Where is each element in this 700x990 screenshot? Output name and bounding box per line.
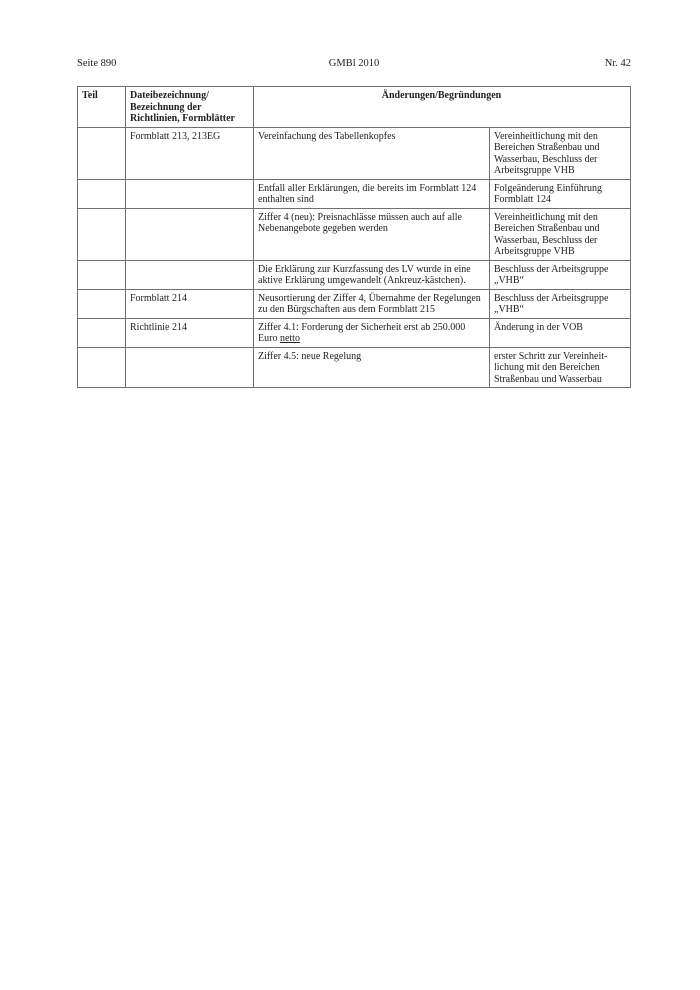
cell-aenderung: Vereinfachung des Tabellenkopfes bbox=[254, 127, 490, 179]
cell-aenderung: Ziffer 4.5: neue Regelung bbox=[254, 347, 490, 388]
cell-aenderung: Entfall aller Erklärungen, die bereits im Formblatt 124 enthalten sind bbox=[254, 179, 490, 208]
changes-table bbox=[77, 86, 631, 388]
table-row bbox=[78, 289, 631, 318]
cell-begruendung: Änderung in der VOB bbox=[490, 318, 631, 347]
cell-datei bbox=[126, 179, 254, 208]
cell-teil bbox=[78, 318, 126, 347]
header-dateibezeichnung: Dateibezeichnung/ Bezeichnung der Richtlinien, Formblätter bbox=[126, 87, 254, 128]
table-row bbox=[78, 127, 631, 179]
publication-title: GMBl 2010 bbox=[328, 58, 380, 69]
cell-teil bbox=[78, 127, 126, 179]
cell-datei bbox=[126, 208, 254, 260]
cell-datei: Formblatt 214 bbox=[126, 289, 254, 318]
page-header bbox=[77, 58, 631, 72]
cell-teil bbox=[78, 347, 126, 388]
issue-number: Nr. 42 bbox=[604, 58, 631, 69]
cell-begruendung: Vereinheitlichung mit den Bereichen Straßenbau und Wasserbau, Beschluss der Arbeitsgruppe VHB bbox=[490, 208, 631, 260]
cell-datei: Formblatt 213, 213EG bbox=[126, 127, 254, 179]
cell-teil bbox=[78, 260, 126, 289]
aenderung-text: Ziffer 4.1: Forderung der Sicherheit erst ab 250.000 Euro bbox=[258, 321, 466, 344]
cell-teil bbox=[78, 289, 126, 318]
page-number: Seite 890 bbox=[77, 58, 117, 69]
cell-aenderung bbox=[254, 318, 490, 347]
cell-aenderung: Ziffer 4 (neu): Preisnachlässe müssen auch auf alle Nebenangebote gegeben werden bbox=[254, 208, 490, 260]
cell-teil bbox=[78, 208, 126, 260]
table-row bbox=[78, 208, 631, 260]
cell-begruendung: Beschluss der Arbeitsgruppe „VHB“ bbox=[490, 260, 631, 289]
table-row bbox=[78, 347, 631, 388]
table-header-row bbox=[78, 87, 631, 128]
cell-teil bbox=[78, 179, 126, 208]
cell-datei: Richtlinie 214 bbox=[126, 318, 254, 347]
header-aenderungen: Änderungen/Begründungen bbox=[254, 87, 631, 128]
cell-begruendung: Vereinheitlichung mit den Bereichen Straßenbau und Wasserbau, Beschluss der Arbeitsgruppe VHB bbox=[490, 127, 631, 179]
header-teil: Teil bbox=[78, 87, 126, 128]
table-row bbox=[78, 179, 631, 208]
table-row bbox=[78, 260, 631, 289]
cell-begruendung: Beschluss der Arbeitsgruppe „VHB“ bbox=[490, 289, 631, 318]
cell-aenderung: Neusortierung der Ziffer 4, Übernahme der Regelungen zu den Bürgschaften aus dem Formblatt 215 bbox=[254, 289, 490, 318]
table-row bbox=[78, 318, 631, 347]
underlined-netto: netto bbox=[279, 333, 300, 344]
cell-begruendung: Folgeänderung Einführung Formblatt 124 bbox=[490, 179, 631, 208]
cell-datei bbox=[126, 347, 254, 388]
cell-aenderung: Die Erklärung zur Kurzfassung des LV wurde in eine aktive Erklärung umgewandelt (Ankreuz-kästchen). bbox=[254, 260, 490, 289]
cell-begruendung: erster Schritt zur Vereinheit-lichung mit den Bereichen Straßenbau und Wasserbau bbox=[490, 347, 631, 388]
cell-datei bbox=[126, 260, 254, 289]
